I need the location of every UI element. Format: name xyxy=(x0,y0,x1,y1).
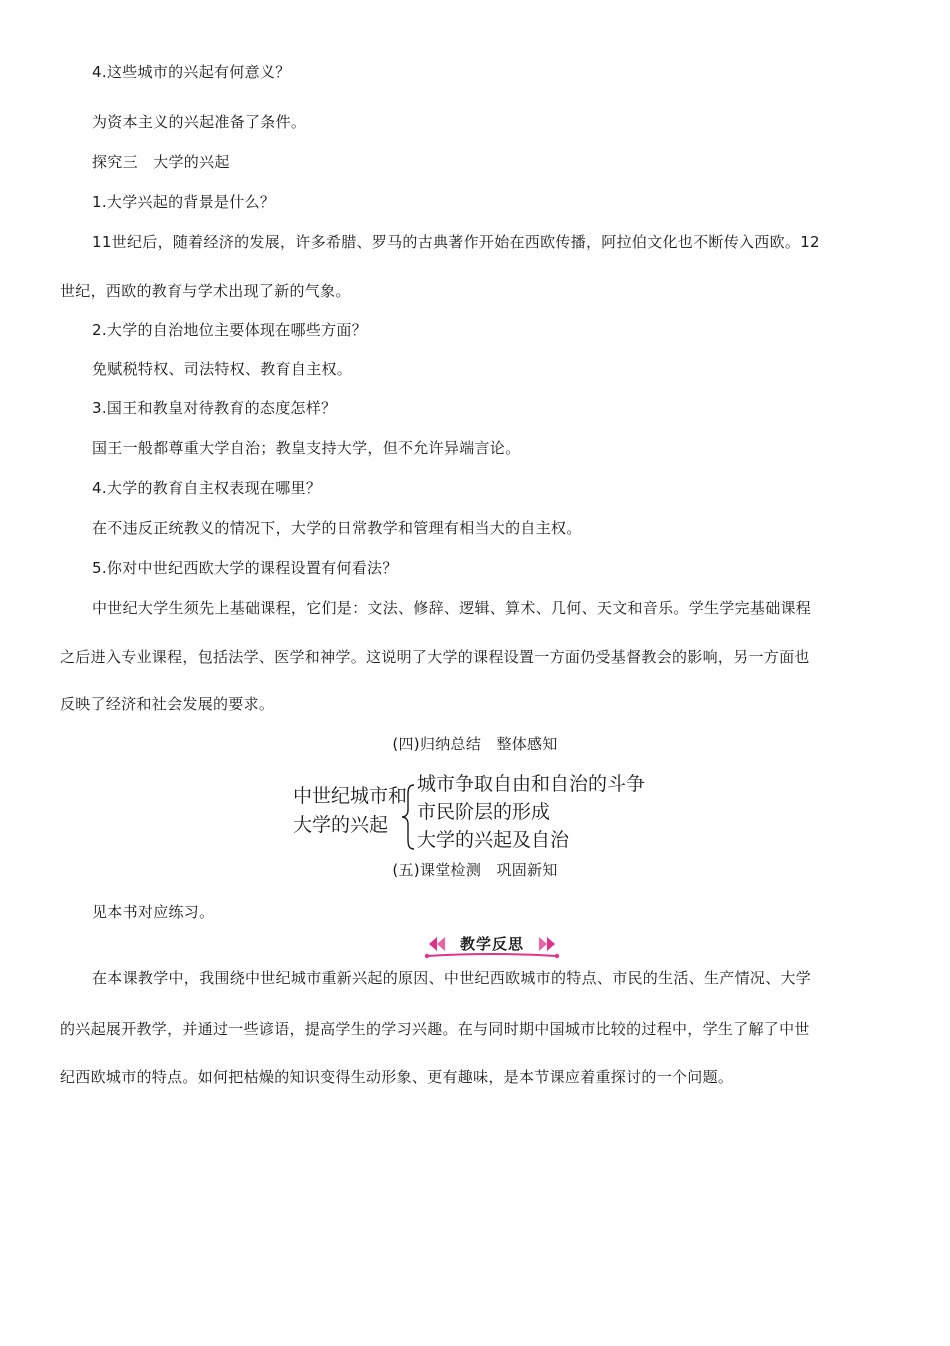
reflection-line1: 在本课教学中，我围绕中世纪城市重新兴起的原因、中世纪西欧城市的特点、市民的生活、生产情况、大学 xyxy=(92,969,812,987)
answer-5-line1: 中世纪大学生须先上基础课程，它们是：文法、修辞、逻辑、算术、几何、天文和音乐。学生学完基础课程 xyxy=(92,599,812,617)
teaching-reflection-badge xyxy=(423,932,561,960)
section-heading-3: 探究三 大学的兴起 xyxy=(92,153,230,171)
summary-root xyxy=(293,782,407,840)
answer-5-line2: 之后进入专业课程，包括法学、医学和神学。这说明了大学的课程设置一方面仍受基督教会的影响，另一方面也 xyxy=(60,648,810,666)
exercise-note: 见本书对应练习。 xyxy=(92,903,215,921)
question-2: 2.大学的自治地位主要体现在哪些方面？ xyxy=(92,321,368,339)
question-4: 4.大学的教育自主权表现在哪里？ xyxy=(92,479,322,497)
answer-4: 在不违反正统教义的情况下，大学的日常教学和管理有相当大的自主权。 xyxy=(92,519,582,537)
answer-1-line2: 世纪，西欧的教育与学术出现了新的气象。 xyxy=(60,282,351,300)
summary-items xyxy=(417,770,645,854)
question-1: 1.大学兴起的背景是什么？ xyxy=(92,193,276,211)
section-4-title: (四)归纳总结 整体感知 xyxy=(392,735,558,753)
summary-item: 市民阶层的形成 xyxy=(417,801,551,823)
summary-root-line2: 大学的兴起 xyxy=(293,814,389,836)
summary-diagram xyxy=(293,773,673,852)
question-4-city: 4.这些城市的兴起有何意义？ xyxy=(92,63,291,81)
badge-label: 教学反思 xyxy=(459,935,524,953)
summary-item: 大学的兴起及自治 xyxy=(417,829,570,851)
section-5-title: (五)课堂检测 巩固新知 xyxy=(392,861,558,879)
answer-2: 免赋税特权、司法特权、教育自主权。 xyxy=(92,360,353,378)
answer-1-line1: 11世纪后，随着经济的发展，许多希腊、罗马的古典著作开始在西欧传播，阿拉伯文化也不断传入西欧。12 xyxy=(92,233,820,251)
reflection-line2: 的兴起展开教学，并通过一些谚语，提高学生的学习兴趣。在与同时期中国城市比较的过程中，学生了解了中世 xyxy=(60,1020,810,1038)
question-5: 5.你对中世纪西欧大学的课程设置有何看法？ xyxy=(92,559,398,577)
curly-brace-icon xyxy=(401,784,417,850)
answer-4-city: 为资本主义的兴起准备了条件。 xyxy=(92,113,307,131)
question-3: 3.国王和教皇对待教育的态度怎样？ xyxy=(92,399,337,417)
answer-5-line3: 反映了经济和社会发展的要求。 xyxy=(60,695,275,713)
summary-root-line1: 中世纪城市和 xyxy=(293,785,408,807)
summary-item: 城市争取自由和自治的斗争 xyxy=(417,773,646,795)
reflection-line3: 纪西欧城市的特点。如何把枯燥的知识变得生动形象、更有趣味，是本节课应着重探讨的一个问题。 xyxy=(60,1068,734,1086)
answer-3: 国王一般都尊重大学自治；教皇支持大学，但不允许异端言论。 xyxy=(92,439,521,457)
